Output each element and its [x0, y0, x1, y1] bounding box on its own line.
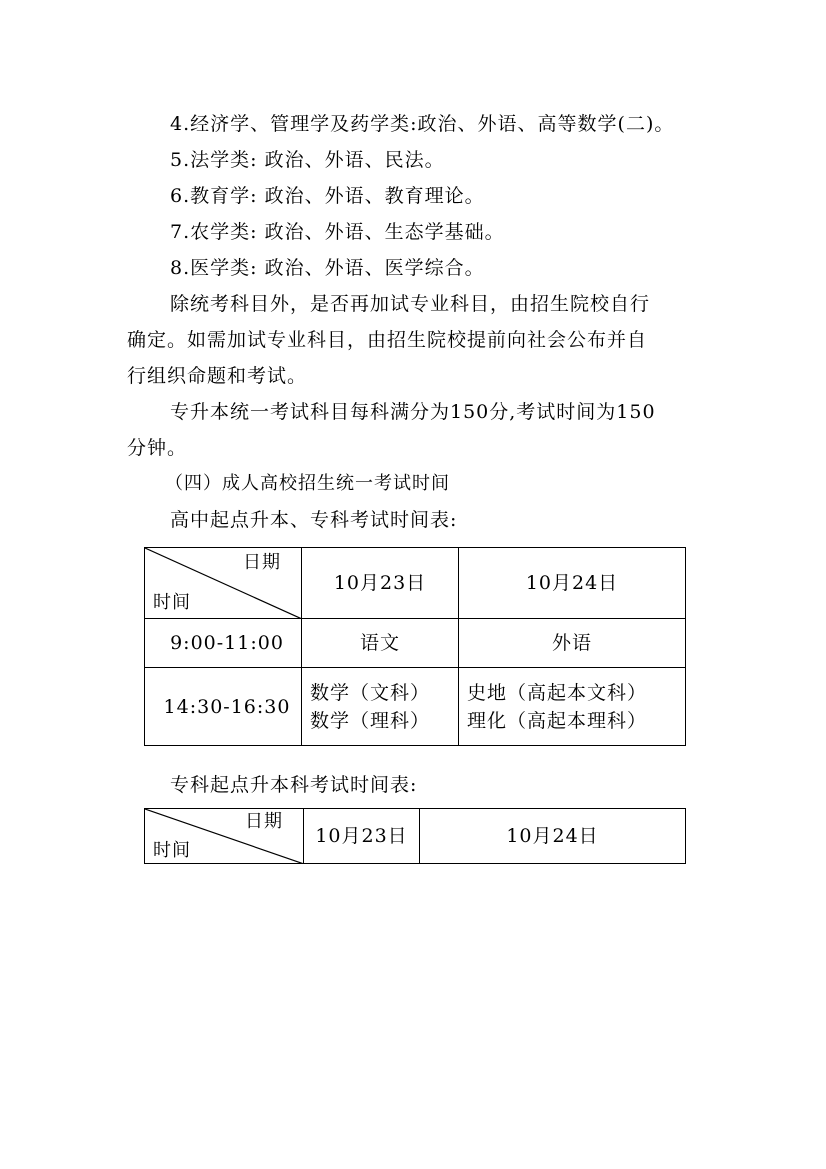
schedule-table-college — [144, 808, 686, 864]
subject-line: 数学（文科） — [310, 681, 431, 704]
table-header-row — [145, 809, 686, 864]
time-cell: 9:00-11:00 — [145, 619, 302, 668]
section-heading: （四）成人高校招生统一考试时间 — [165, 473, 450, 494]
list-item-law: 5.法学类: 政治、外语、民法。 — [170, 149, 445, 171]
column-header-day2: 10月24日 — [420, 809, 686, 864]
subject-cell: 外语 — [459, 619, 686, 668]
table-row — [145, 619, 686, 668]
table-row — [145, 668, 686, 746]
header-time-label: 时间 — [153, 840, 191, 861]
paragraph-extra-exam-line1: 除统考科目外，是否再加试专业科目，由招生院校自行 — [170, 293, 651, 315]
subject-cell — [459, 668, 686, 746]
subject-line: 理化（高起本理科） — [467, 709, 648, 732]
column-header-day1: 10月23日 — [304, 809, 420, 864]
diagonal-header-cell — [145, 548, 302, 619]
list-item-economics: 4.经济学、管理学及药学类:政治、外语、高等数学(二)。 — [170, 113, 675, 135]
list-item-education: 6.教育学: 政治、外语、教育理论。 — [170, 185, 485, 207]
paragraph-score-line1: 专升本统一考试科目每科满分为150分,考试时间为150 — [170, 401, 656, 423]
paragraph-score-line2: 分钟。 — [127, 437, 188, 459]
paragraph-extra-exam-line2: 确定。如需加试专业科目，由招生院校提前向社会公布并自 — [127, 329, 648, 351]
list-item-medicine: 8.医学类: 政治、外语、医学综合。 — [170, 257, 485, 279]
header-date-label: 日期 — [245, 811, 283, 832]
diagonal-header-cell — [145, 809, 304, 864]
subject-line: 数学（理科） — [310, 709, 431, 732]
column-header-day2: 10月24日 — [459, 548, 686, 619]
subject-line: 史地（高起本文科） — [467, 681, 648, 704]
table1-caption: 高中起点升本、专科考试时间表: — [170, 509, 458, 531]
header-time-label: 时间 — [153, 592, 191, 613]
time-cell: 14:30-16:30 — [145, 668, 302, 746]
header-date-label: 日期 — [243, 552, 281, 573]
list-item-agriculture: 7.农学类: 政治、外语、生态学基础。 — [170, 221, 505, 243]
paragraph-extra-exam-line3: 行组织命题和考试。 — [127, 365, 308, 387]
table2-caption: 专科起点升本科考试时间表: — [170, 774, 418, 796]
schedule-table-highschool — [144, 547, 686, 746]
subject-cell: 语文 — [302, 619, 459, 668]
table-header-row — [145, 548, 686, 619]
column-header-day1: 10月23日 — [302, 548, 459, 619]
subject-cell — [302, 668, 459, 746]
